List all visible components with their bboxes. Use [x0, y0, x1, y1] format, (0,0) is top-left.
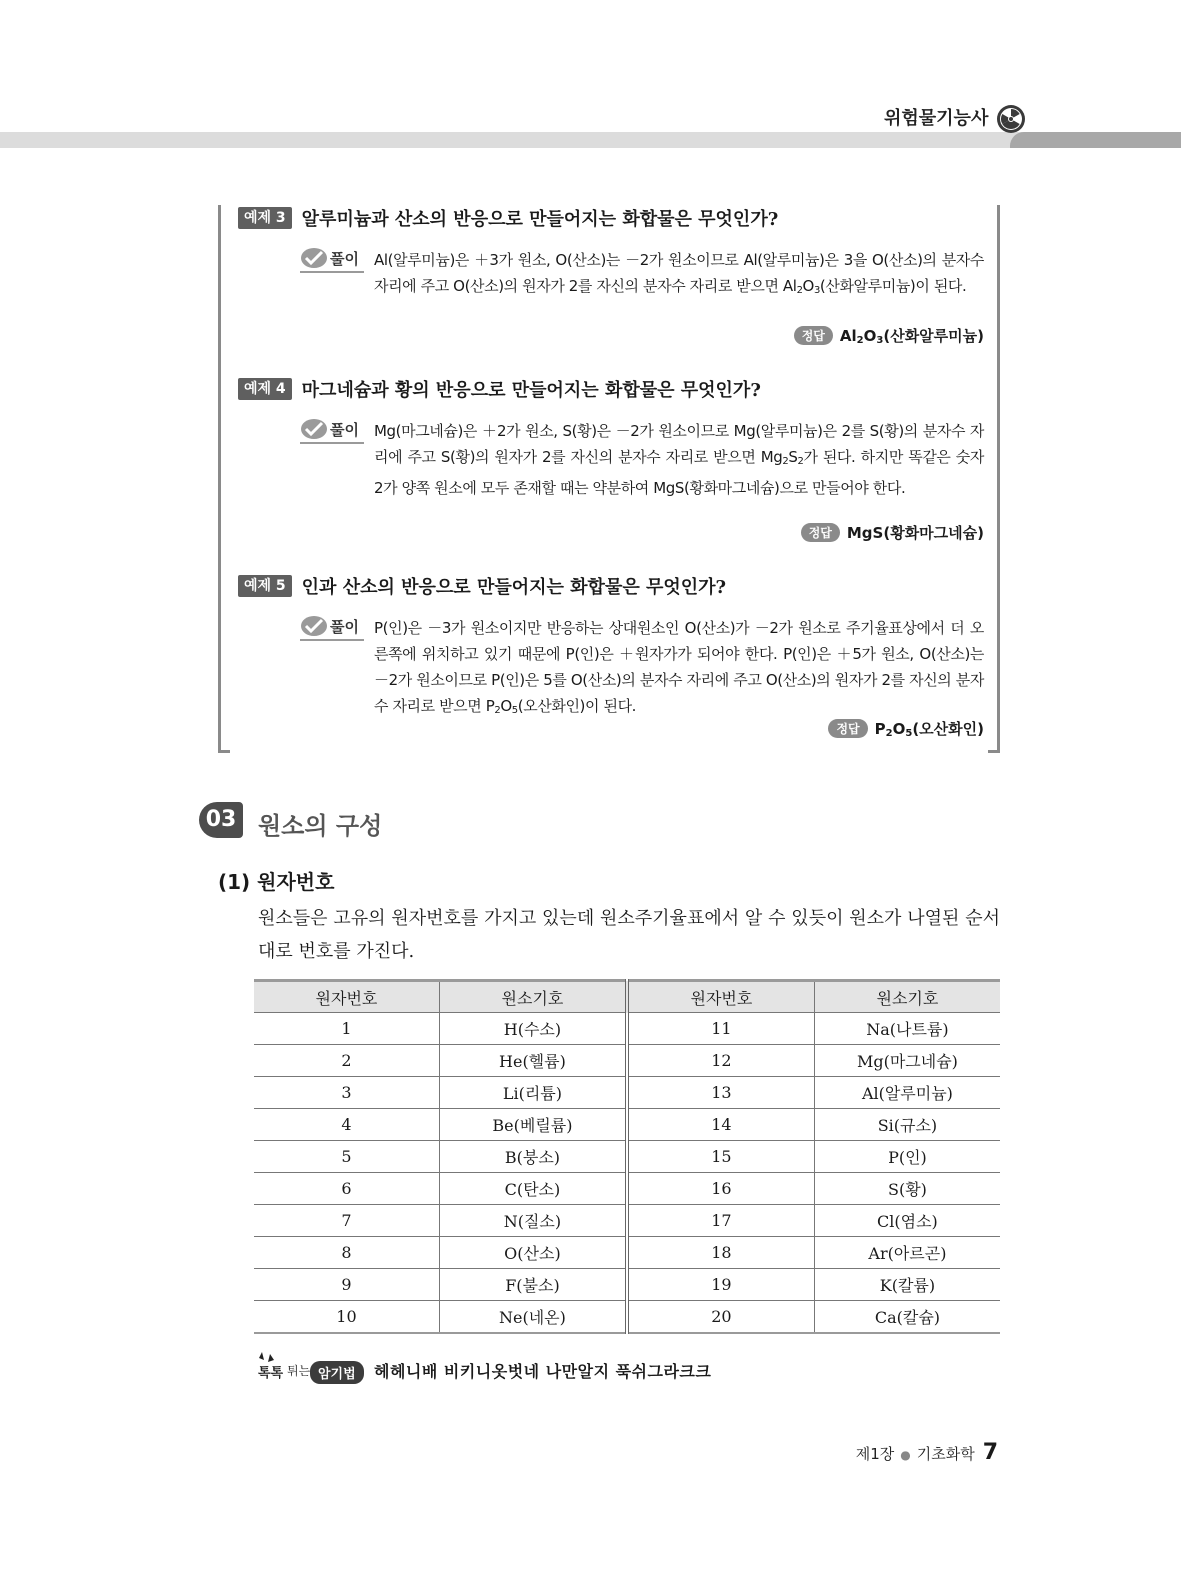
- answer: [801, 522, 984, 543]
- column-header: 원소기호: [814, 981, 1000, 1013]
- footer-subject: 기초화학: [916, 1445, 975, 1463]
- table-body: [254, 1013, 1000, 1334]
- table-row: [254, 1013, 1000, 1045]
- table-cell: 13: [627, 1077, 814, 1109]
- column-header: 원자번호: [627, 981, 814, 1013]
- table-cell: 9: [254, 1269, 439, 1301]
- table-cell: 16: [627, 1173, 814, 1205]
- table-cell: Ar(아르곤): [814, 1237, 1000, 1269]
- answer: [794, 325, 984, 346]
- table-row: [254, 1077, 1000, 1109]
- table-cell: 7: [254, 1205, 439, 1237]
- solution-label-box: [300, 615, 364, 641]
- pencil-check-icon: [300, 418, 328, 440]
- example-3: [238, 205, 994, 355]
- example-badge: 예제 3: [238, 207, 292, 229]
- table-cell: 20: [627, 1301, 814, 1334]
- solution-label-box: [300, 247, 364, 273]
- table-cell: Be(베릴륨): [439, 1109, 627, 1141]
- table-cell: S(황): [814, 1173, 1000, 1205]
- table-row: [254, 1205, 1000, 1237]
- solution: [300, 418, 984, 523]
- mnemonic-badge: 암기법: [310, 1361, 364, 1384]
- pencil-check-icon: [300, 615, 328, 637]
- section-title: 원소의 구성: [258, 812, 383, 840]
- table-cell: P(인): [814, 1141, 1000, 1173]
- radiation-icon: [996, 104, 1026, 134]
- solution-text: Al(알루미늄)은 ＋3가 원소, O(산소)는 －2가 원소이므로 Al(알루미늄)은 3을 O(산소)의 분자수 자리에 주고 O(산소)의 원자가 2를 자신의 분자수 자리로 받으면 $Al_2O_3$(산화알루미늄)이 된다.: [374, 251, 984, 296]
- table-cell: Li(리튬): [439, 1077, 627, 1109]
- table-cell: K(칼륨): [814, 1269, 1000, 1301]
- table-cell: B(붕소): [439, 1141, 627, 1173]
- table-cell: 11: [627, 1013, 814, 1045]
- book-title: 위험물기능사: [884, 108, 989, 129]
- pencil-check-icon: [300, 247, 328, 269]
- solution-text: Mg(마그네슘)은 ＋2가 원소, S(황)은 －2가 원소이므로 Mg(알루미늄)은 2를 S(황)의 분자수 자리에 주고 S(황)의 원자가 2를 자신의 분자수 자리로 받으면 $Mg_2S_2$가 된다. 하지만 똑같은 숫자 2가 양쪽 원소에 모두 존재할 때는 약분하여 MgS(황화마그네슘)으로 만들어야 한다.: [374, 422, 984, 497]
- answer-text: $P_2O_5$(오산화인): [874, 720, 984, 739]
- table-cell: 2: [254, 1045, 439, 1077]
- table-cell: 10: [254, 1301, 439, 1334]
- table-cell: C(탄소): [439, 1173, 627, 1205]
- mnemonic-prefix: 튀는: [287, 1364, 311, 1378]
- example-5: [238, 573, 994, 743]
- example-badge: 예제 5: [238, 575, 292, 597]
- table-cell: 1: [254, 1013, 439, 1045]
- section-number: 03: [199, 802, 243, 838]
- header-bar: [0, 132, 1181, 148]
- subsection-title: (1) 원자번호: [218, 870, 335, 894]
- table-row: [254, 1173, 1000, 1205]
- page-number: 7: [982, 1440, 998, 1465]
- sparkle-icon: [256, 1350, 286, 1380]
- table-cell: 6: [254, 1173, 439, 1205]
- table-cell: 19: [627, 1269, 814, 1301]
- table-cell: Cl(염소): [814, 1205, 1000, 1237]
- example-4: [238, 376, 994, 556]
- table-row: [254, 1109, 1000, 1141]
- atomic-number-table: [254, 979, 1000, 1334]
- solution-label: 풀이: [330, 618, 359, 636]
- footer-dot-icon: ●: [900, 1448, 911, 1462]
- solution-label-box: [300, 418, 364, 444]
- table-cell: H(수소): [439, 1013, 627, 1045]
- mnemonic-icon-text: 톡톡: [258, 1366, 284, 1380]
- table-cell: Si(규소): [814, 1109, 1000, 1141]
- table-row: [254, 1141, 1000, 1173]
- footer-chapter: 제1장: [855, 1445, 895, 1463]
- answer-badge: 정답: [828, 719, 867, 738]
- table-header-row: [254, 981, 1000, 1013]
- answer-text: $Al_2O_3$(산화알루미늄): [839, 327, 984, 346]
- table-cell: Mg(마그네슘): [814, 1045, 1000, 1077]
- solution-text: P(인)은 －3가 원소이지만 반응하는 상대원소인 O(산소)가 －2가 원소로 주기율표상에서 더 오른쪽에 위치하고 있기 때문에 P(인)은 ＋원자가가 되어야 한다. P(인)은 ＋5가 원소, O(산소)는 －2가 원소이므로 P(인)은 5를 O(산소)의 분자수 자리에 주고 O(산소)의 원자가 2를 자신의 분자수 자리로 받으면 $P_2O_5$(오산화인)이 된다.: [374, 619, 984, 716]
- table-cell: F(불소): [439, 1269, 627, 1301]
- table-row: [254, 1237, 1000, 1269]
- page-footer: [856, 1440, 998, 1465]
- table-cell: O(산소): [439, 1237, 627, 1269]
- table-cell: Na(나트륨): [814, 1013, 1000, 1045]
- table-cell: 14: [627, 1109, 814, 1141]
- table-row: [254, 1301, 1000, 1334]
- table-cell: Ca(칼슘): [814, 1301, 1000, 1334]
- example-question: 알루미늄과 산소의 반응으로 만들어지는 화합물은 무엇인가?: [301, 209, 779, 230]
- table-cell: N(질소): [439, 1205, 627, 1237]
- column-header: 원소기호: [439, 981, 627, 1013]
- table-row: [254, 1269, 1000, 1301]
- solution-label: 풀이: [330, 421, 359, 439]
- table-cell: 18: [627, 1237, 814, 1269]
- table-cell: 12: [627, 1045, 814, 1077]
- table-cell: 15: [627, 1141, 814, 1173]
- header-bar-accent: [1010, 132, 1181, 148]
- solution: [300, 247, 984, 327]
- answer-badge: 정답: [794, 326, 833, 345]
- answer-badge: 정답: [801, 523, 840, 542]
- table-cell: He(헬륨): [439, 1045, 627, 1077]
- table-cell: 4: [254, 1109, 439, 1141]
- table-row: [254, 1045, 1000, 1077]
- solution: [300, 615, 984, 720]
- table-cell: 5: [254, 1141, 439, 1173]
- table-cell: 3: [254, 1077, 439, 1109]
- subsection-description: 원소들은 고유의 원자번호를 가지고 있는데 원소주기율표에서 알 수 있듯이 원소가 나열된 순서대로 번호를 가진다.: [258, 908, 1000, 962]
- table-cell: Ne(네온): [439, 1301, 627, 1334]
- example-badge: 예제 4: [238, 378, 292, 400]
- table-cell: Al(알루미늄): [814, 1077, 1000, 1109]
- example-question: 인과 산소의 반응으로 만들어지는 화합물은 무엇인가?: [301, 577, 727, 598]
- solution-label: 풀이: [330, 250, 359, 268]
- answer-text: MgS(황화마그네슘): [846, 524, 984, 542]
- column-header: 원자번호: [254, 981, 439, 1013]
- example-question: 마그네슘과 황의 반응으로 만들어지는 화합물은 무엇인가?: [301, 380, 761, 401]
- table-cell: 17: [627, 1205, 814, 1237]
- table-cell: 8: [254, 1237, 439, 1269]
- mnemonic-text: 헤헤니배 비키니옷벗네 나만알지 푹쉬그라크크: [374, 1362, 712, 1381]
- answer: [828, 718, 984, 739]
